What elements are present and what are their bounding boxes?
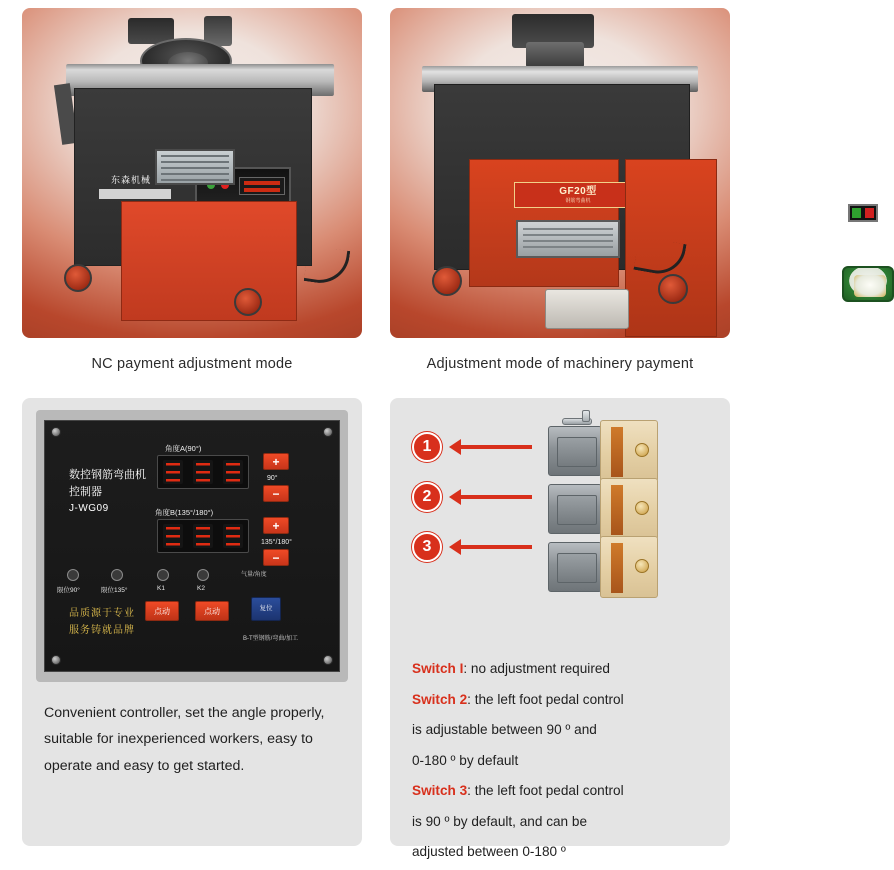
gf20-machine-photo: [390, 8, 730, 338]
switch-description: [412, 656, 714, 870]
switch-2-text: : the left foot pedal control: [467, 691, 624, 707]
switch-unit-2: [548, 478, 658, 540]
switch-terminal-box: [600, 420, 658, 482]
vent-plate: [516, 220, 620, 258]
switch-lever-icon: [562, 410, 592, 426]
jog-button-2[interactable]: 点动: [195, 601, 229, 621]
power-cable: [304, 245, 351, 286]
controller-slogan: [69, 605, 135, 639]
display-angle-a: [157, 455, 249, 489]
screw-icon: [51, 427, 61, 437]
k1-label: K1: [157, 585, 165, 592]
callout-3: 3: [412, 532, 442, 562]
caster-wheel-right: [658, 274, 688, 304]
limit-135-label: 限位135°: [101, 587, 128, 594]
angle-b-minus-button[interactable]: −: [263, 549, 289, 566]
blue-button-caption: 气量/角度: [241, 572, 267, 578]
model-banner: [514, 182, 642, 208]
reset-clear-label: 复位: [259, 605, 273, 613]
switch-terminal-box: [600, 478, 658, 540]
panel-gf20-machine: [390, 8, 730, 390]
screw-icon: [51, 655, 61, 665]
nc-machine-illustration: [44, 16, 340, 316]
switch-line-4: 0-180 º by default: [412, 752, 519, 768]
switch-2-label: Switch 2: [412, 691, 468, 707]
switch-housing: [548, 542, 602, 592]
machine-brand-text: 东森机械: [111, 175, 152, 185]
cabinet-front-left: [469, 159, 619, 287]
panel-controller: [22, 398, 362, 848]
model-banner-subtitle: 钢筋弯曲机: [565, 197, 591, 204]
angle-b-label: 角度B(135°/180°): [155, 508, 214, 517]
switch-line-2: [412, 687, 714, 714]
k2-label: K2: [197, 585, 205, 592]
gf20-machine-illustration: [408, 14, 712, 318]
nc-machine-photo: [22, 8, 362, 338]
limit-90-label: 限位90°: [57, 587, 80, 594]
display-angle-b: [157, 519, 249, 553]
switch-terminal-box: [600, 536, 658, 598]
controller-title-line2: 控制器: [69, 486, 102, 499]
controller-title-line1: 数控钢筋弯曲机: [69, 469, 146, 481]
controller-photo: [36, 410, 348, 682]
switches-photo: [390, 398, 730, 650]
switch-line-5: [412, 778, 714, 805]
caption-machinery-mode: Adjustment mode of machinery payment: [426, 356, 694, 372]
panel-nc-machine: [22, 8, 362, 390]
controller-card: [22, 398, 362, 846]
jog-button-1[interactable]: 点动: [145, 601, 179, 621]
switch-line-3: is adjustable between 90 º and: [412, 722, 597, 737]
caption-nc-mode: NC payment adjustment mode: [91, 356, 293, 372]
slogan-line-2: 服务铸就品牌: [69, 625, 135, 636]
caster-wheel-right: [234, 288, 262, 316]
switch-line-7: adjusted between 0-180 º: [412, 844, 566, 859]
controller-description: Convenient controller, set the angle properly, suitable for inexperienced workers, easy to operate and easy to get started.: [44, 705, 325, 774]
switch-unit-1: [548, 420, 658, 482]
switch-3-label: Switch 3: [412, 783, 468, 798]
angle-a-plus-button[interactable]: +: [263, 453, 289, 470]
power-switch: [848, 204, 878, 222]
switch-1-label: Switch I: [412, 661, 464, 676]
certification-badge-icon: [842, 266, 894, 302]
arrow-2-icon: [460, 495, 532, 499]
machine-nameplate: [99, 189, 171, 199]
controller-faceplate: [44, 420, 340, 672]
switch-line-1: [412, 656, 714, 683]
motor-drum: [545, 289, 629, 329]
switch-line-6: is 90 º by default, and can be: [412, 813, 588, 829]
switch-housing: [548, 484, 602, 534]
callout-2: 2: [412, 482, 442, 512]
controller-title: [69, 467, 146, 517]
digital-display: [239, 177, 285, 195]
panel-switches: [390, 398, 730, 859]
panel-grid: [22, 8, 730, 859]
controller-model: J-WG09: [69, 503, 109, 515]
angle-b-unit: 135°/180°: [261, 539, 292, 546]
callout-1: 1: [412, 432, 442, 462]
screw-icon: [323, 655, 333, 665]
reset-clear-button[interactable]: [251, 597, 281, 621]
machine-head-mount: [526, 42, 584, 68]
screw-icon: [323, 427, 333, 437]
machine-cabinet: [74, 88, 312, 266]
caster-wheel-left: [64, 264, 92, 292]
caster-wheel-left: [432, 266, 462, 296]
vent-grille: [155, 149, 235, 185]
angle-a-label: 角度A(90°): [165, 444, 202, 453]
arrow-3-icon: [460, 545, 532, 549]
switch-unit-3: [548, 536, 658, 598]
angle-b-plus-button[interactable]: +: [263, 517, 289, 534]
angle-a-minus-button[interactable]: −: [263, 485, 289, 502]
switch-housing: [548, 426, 602, 476]
limit-135-knob[interactable]: [111, 569, 123, 581]
arrow-1-icon: [460, 445, 532, 449]
slogan-line-1: 品质源于专业: [69, 608, 135, 619]
limit-90-knob[interactable]: [67, 569, 79, 581]
k1-knob[interactable]: [157, 569, 169, 581]
controller-bottom-note: B-T型钢筋/弯曲/加工: [243, 636, 298, 642]
model-banner-title: GF20型: [559, 185, 597, 197]
k2-knob[interactable]: [197, 569, 209, 581]
angle-a-unit: 90°: [267, 475, 278, 482]
cabinet-door: [121, 201, 297, 321]
switch-3-text: : the left foot pedal control: [467, 783, 624, 798]
switch-1-text: : no adjustment required: [463, 661, 610, 676]
switches-card: [390, 398, 730, 859]
